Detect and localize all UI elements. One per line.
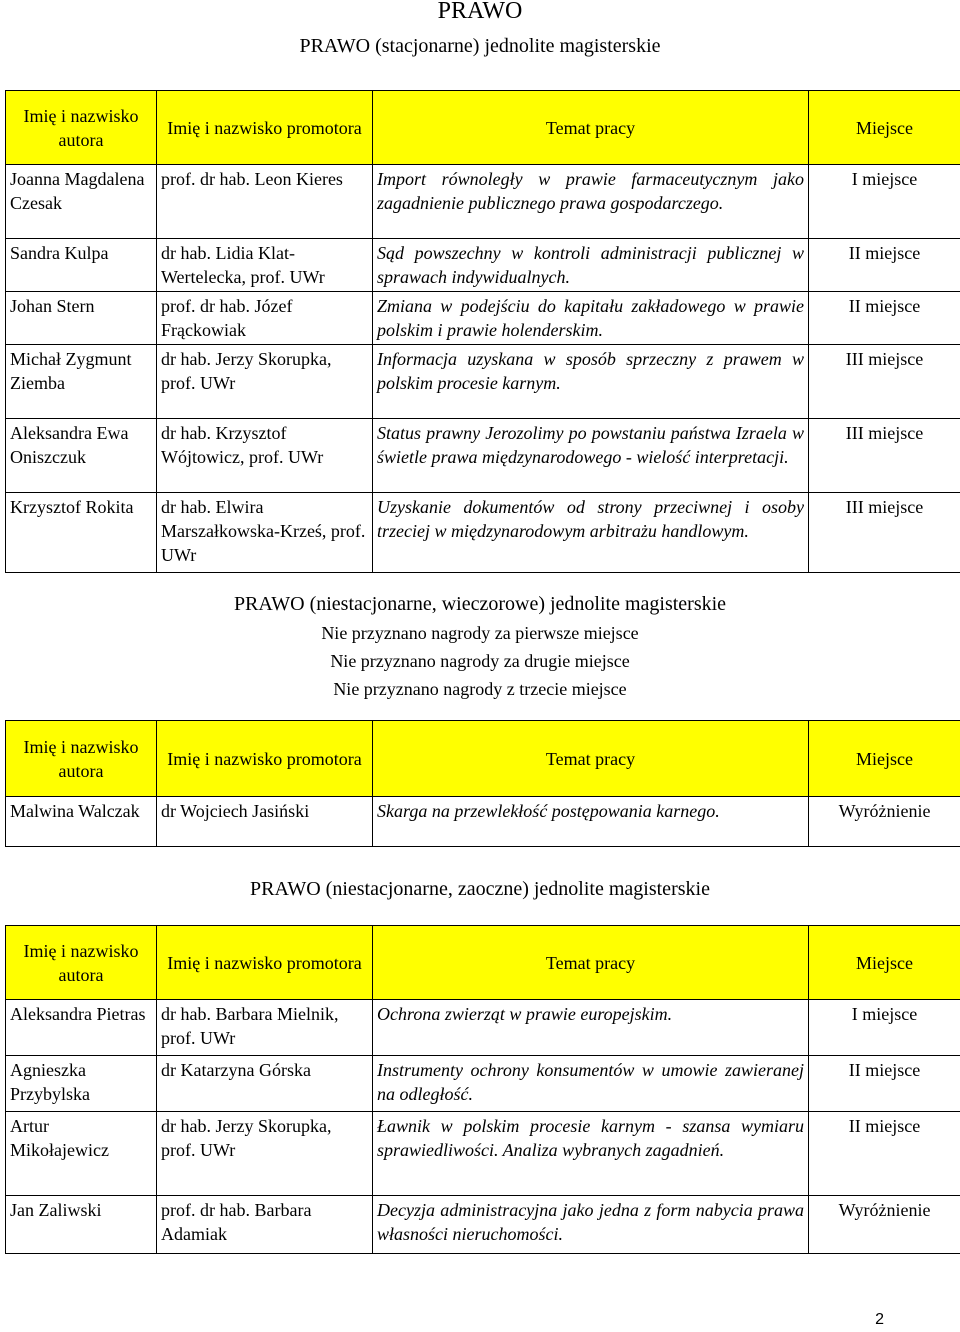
- table-header-row: [6, 926, 960, 1000]
- page-title: PRAWO: [437, 0, 523, 24]
- section-3-title: PRAWO (niestacjonarne, zaoczne) jednolite magisterskie: [250, 878, 710, 900]
- author-cell: Aleksandra Pietras: [6, 1000, 157, 1056]
- section-2-table: [5, 720, 960, 847]
- promoter-cell: prof. dr hab. Leon Kieres: [157, 165, 373, 239]
- promoter-cell: dr hab. Krzysztof Wójtowicz, prof. UWr: [157, 419, 373, 493]
- table-row: [6, 493, 960, 573]
- header-author: Imię i nazwisko autora: [6, 91, 157, 165]
- section-3-table: [5, 925, 960, 1254]
- author-cell: Joanna Magdalena Czesak: [6, 165, 157, 239]
- place-cell: Wyróżnienie: [809, 797, 960, 847]
- section-2-note: Nie przyznano nagrody za pierwsze miejsce: [321, 623, 639, 643]
- topic-cell: Import równoległy w prawie farmaceutycznym jako zagadnienie publicznego prawa gospodarczego.: [373, 165, 809, 239]
- topic-cell: Ochrona zwierząt w prawie europejskim.: [373, 1000, 809, 1056]
- table-row: [6, 1196, 960, 1254]
- header-promoter: Imię i nazwisko promotora: [157, 926, 373, 1000]
- place-cell: III miejsce: [809, 345, 960, 419]
- author-cell: Aleksandra Ewa Oniszczuk: [6, 419, 157, 493]
- section-1-title: PRAWO (stacjonarne) jednolite magisterskie: [299, 35, 661, 57]
- table-row: [6, 165, 960, 239]
- section-2-note: Nie przyznano nagrody za drugie miejsce: [330, 651, 630, 671]
- table-row: [6, 419, 960, 493]
- header-place: Miejsce: [809, 721, 960, 797]
- author-cell: Michał Zygmunt Ziemba: [6, 345, 157, 419]
- place-cell: II miejsce: [809, 1056, 960, 1112]
- table-row: [6, 1112, 960, 1196]
- section-2-title: PRAWO (niestacjonarne, wieczorowe) jednolite magisterskie: [233, 593, 727, 615]
- promoter-cell: dr Wojciech Jasiński: [157, 797, 373, 847]
- place-cell: II miejsce: [809, 1112, 960, 1196]
- table-row: [6, 797, 960, 847]
- table-row: [6, 292, 960, 345]
- author-cell: Sandra Kulpa: [6, 239, 157, 292]
- topic-cell: Status prawny Jerozolimy po powstaniu państwa Izraela w świetle prawa międzynarodowego - wielość interpretacji.: [373, 419, 809, 493]
- place-cell: Wyróżnienie: [809, 1196, 960, 1254]
- place-cell: II miejsce: [809, 239, 960, 292]
- table-row: [6, 345, 960, 419]
- author-cell: Malwina Walczak: [6, 797, 157, 847]
- header-promoter: Imię i nazwisko promotora: [157, 91, 373, 165]
- promoter-cell: prof. dr hab. Józef Frąckowiak: [157, 292, 373, 345]
- place-cell: I miejsce: [809, 165, 960, 239]
- promoter-cell: dr hab. Elwira Marszałkowska-Krześ, prof. UWr: [157, 493, 373, 573]
- promoter-cell: dr hab. Lidia Klat-Wertelecka, prof. UWr: [157, 239, 373, 292]
- promoter-cell: dr hab. Jerzy Skorupka, prof. UWr: [157, 345, 373, 419]
- table-row: [6, 239, 960, 292]
- table-row: [6, 1056, 960, 1112]
- table-row: [6, 1000, 960, 1056]
- topic-cell: Skarga na przewlekłość postępowania karnego.: [373, 797, 809, 847]
- page-number: 2: [875, 1311, 884, 1328]
- header-author: Imię i nazwisko autora: [6, 926, 157, 1000]
- place-cell: III miejsce: [809, 493, 960, 573]
- header-topic: Temat pracy: [373, 91, 809, 165]
- author-cell: Artur Mikołajewicz: [6, 1112, 157, 1196]
- place-cell: III miejsce: [809, 419, 960, 493]
- header-place: Miejsce: [809, 91, 960, 165]
- promoter-cell: prof. dr hab. Barbara Adamiak: [157, 1196, 373, 1254]
- author-cell: Jan Zaliwski: [6, 1196, 157, 1254]
- table-header-row: [6, 721, 960, 797]
- topic-cell: Sąd powszechny w kontroli administracji publicznej w sprawach indywidualnych.: [373, 239, 809, 292]
- header-author: Imię i nazwisko autora: [6, 721, 157, 797]
- header-topic: Temat pracy: [373, 926, 809, 1000]
- promoter-cell: dr Katarzyna Górska: [157, 1056, 373, 1112]
- topic-cell: Decyzja administracyjna jako jedna z form nabycia prawa własności nieruchomości.: [373, 1196, 809, 1254]
- topic-cell: Uzyskanie dokumentów od strony przeciwnej i osoby trzeciej w międzynarodowym arbitrażu handlowym.: [373, 493, 809, 573]
- promoter-cell: dr hab. Jerzy Skorupka, prof. UWr: [157, 1112, 373, 1196]
- author-cell: Krzysztof Rokita: [6, 493, 157, 573]
- section-1-table: [5, 90, 960, 573]
- table-header-row: [6, 91, 960, 165]
- topic-cell: Instrumenty ochrony konsumentów w umowie zawieranej na odległość.: [373, 1056, 809, 1112]
- author-cell: Agnieszka Przybylska: [6, 1056, 157, 1112]
- header-topic: Temat pracy: [373, 721, 809, 797]
- author-cell: Johan Stern: [6, 292, 157, 345]
- topic-cell: Zmiana w podejściu do kapitału zakładowego w prawie polskim i prawie holenderskim.: [373, 292, 809, 345]
- place-cell: II miejsce: [809, 292, 960, 345]
- promoter-cell: dr hab. Barbara Mielnik, prof. UWr: [157, 1000, 373, 1056]
- header-promoter: Imię i nazwisko promotora: [157, 721, 373, 797]
- topic-cell: Informacja uzyskana w sposób sprzeczny z prawem w polskim procesie karnym.: [373, 345, 809, 419]
- topic-cell: Ławnik w polskim procesie karnym - szansa wymiaru sprawiedliwości. Analiza wybranych zagadnień.: [373, 1112, 809, 1196]
- place-cell: I miejsce: [809, 1000, 960, 1056]
- section-2-note: Nie przyznano nagrody z trzecie miejsce: [333, 679, 627, 699]
- header-place: Miejsce: [809, 926, 960, 1000]
